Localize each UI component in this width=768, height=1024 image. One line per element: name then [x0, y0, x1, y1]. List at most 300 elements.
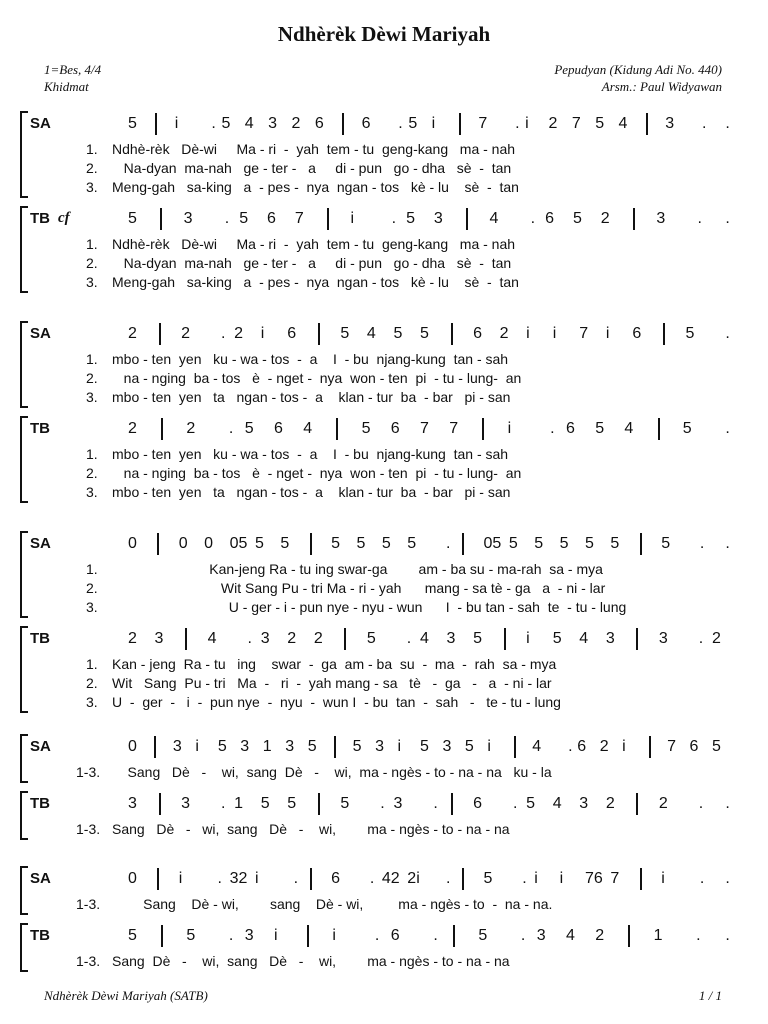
barline — [663, 323, 665, 345]
note: 5 — [340, 325, 350, 342]
note: i — [507, 420, 512, 437]
barline — [318, 793, 320, 815]
note: i — [254, 870, 259, 887]
note: i — [534, 870, 538, 887]
note: 6 — [473, 325, 482, 342]
note: . — [384, 115, 403, 132]
lyric-text: U - ger - i - pun nye - nyu - wun I - bu tan - sah - te - tu - lung — [112, 694, 561, 710]
note: 5 — [473, 630, 482, 647]
lyric-line — [0, 446, 768, 464]
verse-number: 3. — [86, 179, 98, 195]
note: 2 — [499, 325, 509, 342]
note: i — [174, 115, 179, 132]
note: 6 — [473, 795, 482, 812]
note: 5 — [244, 420, 254, 437]
note: i — [526, 325, 530, 342]
note: 2i — [407, 870, 420, 887]
barline — [344, 628, 346, 650]
verse-number: 2. — [86, 255, 98, 271]
note: 2 — [291, 115, 301, 132]
note: 3 — [268, 115, 278, 132]
barline — [161, 925, 163, 947]
note: 5 — [682, 420, 692, 437]
barline — [327, 208, 329, 230]
note: i — [195, 738, 199, 755]
lyric-line — [0, 821, 768, 839]
note: 7 — [667, 738, 676, 755]
note: . — [685, 795, 704, 812]
part-annotation: cf — [58, 210, 70, 226]
note: 2 — [128, 325, 137, 342]
barline — [159, 323, 161, 345]
note: 2 — [128, 420, 137, 437]
barline — [334, 736, 336, 758]
barline — [154, 736, 156, 758]
note: . — [688, 115, 707, 132]
lyric-text: U - ger - i - pun nye - nyu - wun I - bu tan - sah te - tu - lung — [112, 599, 627, 615]
page-title: Ndhèrèk Dèwi Mariyah — [277, 22, 491, 46]
page-number: 1 / 1 — [698, 988, 722, 1003]
barline — [640, 533, 642, 555]
note: 4 — [420, 630, 429, 647]
note: . — [712, 210, 730, 227]
note: 2 — [186, 420, 196, 437]
staff-bracket — [20, 923, 28, 972]
note: 6 — [287, 325, 297, 342]
note: 3 — [128, 795, 137, 812]
note: 4 — [566, 927, 575, 944]
note: 5 — [464, 738, 474, 755]
verse-number: 2. — [86, 580, 98, 596]
note: 5 — [595, 420, 605, 437]
note: . — [356, 870, 375, 887]
note: 42 — [381, 870, 400, 887]
note: 5 — [352, 738, 362, 755]
lyric-text: Sang Dè - wi, sang Dè - wi, ma - ngès - to - na - na ku - la — [112, 764, 552, 780]
verse-number: 1. — [86, 351, 98, 367]
barline — [159, 793, 161, 815]
lyric-text: Meng-gah sa-king a - pes - nya ngan - tos kè - lu sè - tan — [112, 274, 519, 290]
note: 2 — [128, 630, 137, 647]
note: 6 — [274, 420, 283, 437]
note: 5 — [254, 535, 264, 552]
staff-bracket — [20, 531, 28, 618]
lyric-text: mbo - ten yen ku - wa - tos - a I - bu njang-kung tan - sah — [112, 351, 509, 367]
note: 3 — [579, 795, 589, 812]
note: 05 — [229, 535, 248, 552]
note: 5 — [366, 630, 376, 647]
lyric-text: Sang Dè - wi, sang Dè - wi, ma - ngès - to - na - na — [112, 821, 510, 837]
lyric-text: Wit Sang Pu - tri Ma - ri - yah mang - sa tè - ga a - ni - lar — [112, 580, 606, 596]
note: 5 — [534, 535, 544, 552]
staff-bracket — [20, 734, 28, 783]
note: 3 — [240, 738, 250, 755]
staff-tb — [0, 630, 768, 650]
verse-number: 2. — [86, 675, 98, 691]
note: . — [207, 325, 226, 342]
staff-bracket — [20, 791, 28, 840]
note: 4 — [244, 115, 254, 132]
lyric-line — [0, 179, 768, 197]
verse-number: 1. — [86, 656, 98, 672]
barline — [185, 628, 187, 650]
note: . — [420, 795, 438, 812]
note: 6 — [331, 870, 341, 887]
staff-bracket — [20, 866, 28, 915]
lyric-line — [0, 370, 768, 388]
note: 5 — [483, 870, 493, 887]
note: 5 — [407, 535, 417, 552]
note: 5 — [287, 795, 297, 812]
note: 2 — [313, 630, 323, 647]
lyric-line — [0, 896, 768, 914]
barline — [342, 113, 344, 135]
barline — [646, 113, 648, 135]
note: 5 — [307, 738, 317, 755]
note: 0 — [128, 535, 137, 552]
note: 3 — [665, 115, 675, 132]
note: 7 — [579, 325, 589, 342]
note: 5 — [595, 115, 605, 132]
note: i — [487, 738, 491, 755]
note: . — [554, 738, 573, 755]
note: 6 — [632, 325, 642, 342]
barline — [310, 533, 312, 555]
note: 6 — [689, 738, 699, 755]
note: 5 — [526, 795, 536, 812]
note: . — [420, 927, 438, 944]
note: . — [432, 535, 451, 552]
note: 7 — [294, 210, 304, 227]
note: . — [501, 115, 520, 132]
note: . — [536, 420, 555, 437]
note: 4 — [303, 420, 313, 437]
lyric-text: Ndhè-rèk Dè-wi Ma - ri - yah tem - tu geng-kang ma - nah — [112, 236, 516, 252]
lyric-line — [0, 953, 768, 971]
note: . — [686, 535, 705, 552]
lyric-line — [0, 764, 768, 782]
note: 5 — [128, 210, 137, 227]
note: 05 — [483, 535, 502, 552]
barline — [318, 323, 320, 345]
arranger-credit: Arsm.: Paul Widyawan — [601, 79, 722, 94]
staff-tb — [0, 795, 768, 815]
barline — [307, 925, 309, 947]
note: . — [712, 870, 730, 887]
note: 5 — [331, 535, 341, 552]
part-label: TB — [30, 795, 50, 812]
note: i — [397, 738, 402, 755]
note: i — [552, 325, 557, 342]
note: 7 — [478, 115, 488, 132]
staff-tb — [0, 420, 768, 440]
note: i — [431, 115, 436, 132]
staff-sa — [0, 325, 768, 345]
note: 3 — [433, 210, 443, 227]
barline — [466, 208, 468, 230]
note: 7 — [449, 420, 459, 437]
lyric-text: Na-dyan ma-nah ge - ter - a di - pun go - dha sè - tan — [112, 160, 512, 176]
lyric-line — [0, 484, 768, 502]
barline — [310, 868, 312, 890]
note: i — [622, 738, 626, 755]
note: 5 — [406, 210, 415, 227]
staff-bracket — [20, 206, 28, 293]
barline — [514, 736, 516, 758]
verse-number: 1. — [86, 561, 98, 577]
lyric-text: Na-dyan ma-nah ge - ter - a di - pun go - dha sè - tan — [112, 255, 512, 271]
barline — [504, 628, 506, 650]
note: . — [207, 795, 226, 812]
note: 5 — [260, 795, 270, 812]
note: . — [204, 870, 222, 887]
verse-number: 1. — [86, 236, 98, 252]
note: i — [178, 870, 183, 887]
verse-number: 3. — [86, 484, 98, 500]
note: i — [274, 927, 278, 944]
note: . — [686, 870, 705, 887]
verse-number: 2. — [86, 160, 98, 176]
lyric-text: mbo - ten yen ta ngan - tos - a klan - tur ba - bar pi - san — [112, 389, 511, 405]
note: i — [559, 870, 564, 887]
note: i — [526, 630, 530, 647]
lyric-line — [0, 255, 768, 273]
note: 3 — [244, 927, 254, 944]
lyric-line — [0, 236, 768, 254]
note: . — [682, 927, 701, 944]
note: 0 — [128, 870, 137, 887]
lyric-line — [0, 561, 768, 579]
note: . — [432, 870, 451, 887]
note: 2 — [599, 738, 609, 755]
note: 1 — [653, 927, 663, 944]
lyric-text: mbo - ten yen ta ngan - tos - a klan - tur ba - bar pi - san — [112, 484, 511, 500]
verse-number: 1-3. — [76, 896, 101, 912]
note: 6 — [390, 420, 400, 437]
note: . — [198, 115, 216, 132]
note: 2 — [234, 325, 244, 342]
note: 4 — [489, 210, 499, 227]
note: 7 — [420, 420, 429, 437]
note: . — [280, 870, 299, 887]
lyric-text: Kan-jeng Ra - tu ing swar-ga am - ba su - ma-rah sa - mya — [112, 561, 603, 577]
lyric-text: mbo - ten yen ku - wa - tos - a I - bu njang-kung tan - sah — [112, 446, 509, 462]
note: . — [366, 795, 385, 812]
note: 7 — [610, 870, 620, 887]
lyric-text: na - nging ba - tos è - nget - nya won - ten pi - tu - lung- an — [112, 465, 522, 481]
barline — [451, 323, 453, 345]
note: . — [499, 795, 518, 812]
barline — [451, 793, 453, 815]
barline — [157, 868, 159, 890]
part-label: SA — [30, 738, 51, 755]
note: 4 — [366, 325, 376, 342]
note: 5 — [186, 927, 196, 944]
note: i — [525, 115, 529, 132]
lyric-text: Kan - jeng Ra - tu ing swar - ga am - ba su - ma - rah sa - mya — [112, 656, 557, 672]
note: 5 — [478, 927, 488, 944]
footer-title: Ndhèrèk Dèwi Mariyah (SATB) — [44, 988, 208, 1003]
lyric-text: Ndhè-rèk Dè-wi Ma - ri - yah tem - tu geng-kang ma - nah — [112, 141, 516, 157]
note: 3 — [658, 630, 668, 647]
note: . — [211, 210, 230, 227]
barline — [649, 736, 651, 758]
note: . — [712, 927, 730, 944]
note: 5 — [610, 535, 620, 552]
note: 5 — [685, 325, 695, 342]
note: 5 — [128, 927, 137, 944]
part-label: TB — [30, 210, 50, 227]
verse-number: 3. — [86, 694, 98, 710]
note: 3 — [375, 738, 384, 755]
barline — [462, 533, 464, 555]
note: i — [661, 870, 665, 887]
note: 3 — [260, 630, 270, 647]
verse-number: 1. — [86, 446, 98, 462]
staff-bracket — [20, 321, 28, 408]
barline — [658, 418, 660, 440]
lyric-text: na - nging ba - tos è - nget - nya won - ten pi - tu - lung- an — [112, 370, 522, 386]
barline — [462, 868, 464, 890]
note: 0 — [128, 738, 137, 755]
key-signature: 1=Bes, 4/4 — [44, 62, 102, 77]
note: 3 — [442, 738, 452, 755]
note: 3 — [154, 630, 164, 647]
part-label: TB — [30, 630, 50, 647]
verse-number: 3. — [86, 389, 98, 405]
source-credit: Pepudyan (Kidung Adi No. 440) — [554, 62, 722, 77]
note: 3 — [446, 630, 456, 647]
note: 76 — [585, 870, 603, 887]
note: . — [517, 210, 536, 227]
note: 1 — [262, 738, 272, 755]
lyric-line — [0, 389, 768, 407]
staff-sa — [0, 738, 768, 758]
lyric-line — [0, 675, 768, 693]
note: i — [260, 325, 265, 342]
part-label: SA — [30, 535, 51, 552]
note: . — [712, 795, 730, 812]
note: 4 — [624, 420, 634, 437]
barline — [459, 113, 461, 135]
note: 5 — [559, 535, 569, 552]
lyric-line — [0, 274, 768, 292]
note: . — [685, 630, 704, 647]
note: 3 — [285, 738, 295, 755]
note: 3 — [181, 795, 190, 812]
note: 5 — [420, 738, 429, 755]
lyric-line — [0, 599, 768, 617]
note: 5 — [585, 535, 594, 552]
note: 3 — [183, 210, 193, 227]
note: 5 — [572, 210, 582, 227]
lyric-text: Meng-gah sa-king a - pes - nya ngan - tos kè - lu sè - tan — [112, 179, 519, 195]
note: i — [350, 210, 355, 227]
note: 2 — [712, 630, 721, 647]
lyric-line — [0, 656, 768, 674]
lyric-line — [0, 580, 768, 598]
note: 2 — [600, 210, 610, 227]
barline — [453, 925, 455, 947]
note: 4 — [532, 738, 542, 755]
note: . — [393, 630, 412, 647]
note: 3 — [172, 738, 182, 755]
lyric-line — [0, 141, 768, 159]
note: 2 — [181, 325, 190, 342]
note: . — [508, 870, 527, 887]
note: 5 — [239, 210, 249, 227]
note: i — [605, 325, 610, 342]
note: 0 — [178, 535, 188, 552]
barline — [640, 868, 642, 890]
staff-bracket — [20, 416, 28, 503]
tempo-marking: Khidmat — [44, 79, 89, 94]
verse-number: 3. — [86, 599, 98, 615]
lyric-line — [0, 465, 768, 483]
lyric-text: Sang Dè - wi, sang Dè - wi, ma - ngès - to - na - na. — [112, 896, 553, 912]
note: 7 — [571, 115, 581, 132]
note: 6 — [566, 420, 575, 437]
note: 5 — [361, 420, 371, 437]
verse-number: 1-3. — [76, 953, 101, 969]
note: 0 — [204, 535, 214, 552]
barline — [636, 628, 638, 650]
note: 6 — [545, 210, 555, 227]
note: 4 — [207, 630, 217, 647]
barline — [155, 113, 157, 135]
staff-tb — [0, 210, 768, 230]
note: 5 — [508, 535, 518, 552]
staff-sa — [0, 870, 768, 890]
staff-tb — [0, 927, 768, 947]
note: 5 — [217, 738, 227, 755]
verse-number: 2. — [86, 370, 98, 386]
note: 3 — [656, 210, 666, 227]
staff-bracket — [20, 111, 28, 198]
note: 5 — [408, 115, 418, 132]
note: 6 — [390, 927, 400, 944]
staff-sa — [0, 115, 768, 135]
barline — [628, 925, 630, 947]
staff-sa — [0, 535, 768, 555]
note: 2 — [548, 115, 558, 132]
note: . — [215, 927, 234, 944]
barline — [482, 418, 484, 440]
part-label: SA — [30, 115, 51, 132]
staff-bracket — [20, 626, 28, 713]
note: 5 — [552, 630, 562, 647]
note: i — [332, 927, 336, 944]
note: 5 — [393, 325, 403, 342]
note: 6 — [361, 115, 371, 132]
note: 5 — [280, 535, 290, 552]
note: 3 — [393, 795, 403, 812]
verse-number: 1. — [86, 141, 98, 157]
note: 5 — [420, 325, 429, 342]
note: 5 — [712, 738, 721, 755]
verse-number: 1-3. — [76, 821, 101, 837]
note: 5 — [356, 535, 366, 552]
barline — [160, 208, 162, 230]
note: 2 — [658, 795, 668, 812]
note: 32 — [229, 870, 248, 887]
lyric-text: Wit Sang Pu - tri Ma - ri - yah mang - sa tè - ga - a - ni - lar — [112, 675, 552, 691]
note: . — [215, 420, 234, 437]
note: 6 — [267, 210, 276, 227]
note: . — [378, 210, 397, 227]
note: 4 — [618, 115, 628, 132]
note: 3 — [536, 927, 546, 944]
